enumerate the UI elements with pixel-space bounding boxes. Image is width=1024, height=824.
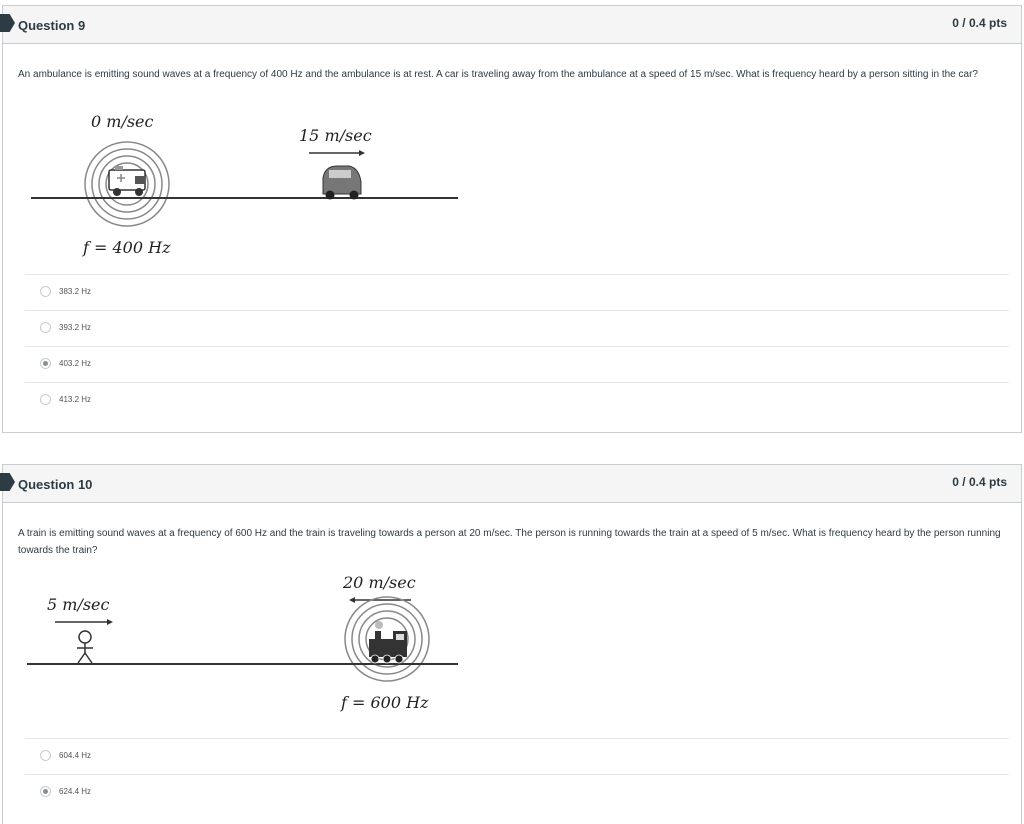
doppler-figure <box>3 569 473 719</box>
source-frequency-label: f = 400 Hz <box>83 238 171 257</box>
question-points: 0 / 0.4 pts <box>952 16 1007 30</box>
ambulance-icon <box>109 166 145 196</box>
question-9-card <box>2 5 1022 433</box>
question-header <box>3 6 1021 44</box>
answer-label[interactable]: 403.2 Hz <box>59 359 92 368</box>
answer-label[interactable]: 624.4 Hz <box>59 787 92 796</box>
doppler-diagram <box>3 106 473 266</box>
answer-label[interactable]: 383.2 Hz <box>59 287 92 296</box>
question-10-card <box>2 464 1022 824</box>
question-flag-icon[interactable] <box>0 14 15 32</box>
answer-label[interactable]: 413.2 Hz <box>59 395 92 404</box>
radio-button[interactable] <box>40 750 51 761</box>
question-text: A train is emitting sound waves at a frequency of 600 Hz and the train is traveling towards a person at 20 m/sec. The person is running towards the train at a speed of 5 m/sec. What is frequency heard by the person running towards the train? <box>18 528 1001 556</box>
observer-speed-label: 15 m/sec <box>299 126 372 145</box>
question-points: 0 / 0.4 pts <box>952 475 1007 489</box>
question-header <box>3 465 1021 503</box>
car-icon <box>323 166 361 200</box>
radio-button[interactable] <box>40 286 51 297</box>
question-text: An ambulance is emitting sound waves at a frequency of 400 Hz and the ambulance is at rest. A car is traveling away from the ambulance at a speed of 15 m/sec. What is frequency heard by a person sitting in the car? <box>18 69 978 80</box>
answer-option[interactable] <box>25 382 1009 419</box>
source-frequency-label: f = 600 Hz <box>341 693 429 712</box>
answer-option[interactable] <box>25 738 1009 775</box>
question-title: Question 10 <box>18 477 93 492</box>
train-icon <box>369 621 407 663</box>
radio-button-selected[interactable] <box>40 358 51 369</box>
radio-button[interactable] <box>40 322 51 333</box>
question-flag-icon[interactable] <box>0 473 15 491</box>
observer-speed-label: 5 m/sec <box>47 595 110 614</box>
question-title: Question 9 <box>18 18 86 33</box>
answer-option[interactable] <box>25 310 1009 347</box>
answer-option[interactable] <box>25 274 1009 311</box>
radio-button[interactable] <box>40 394 51 405</box>
doppler-figure <box>3 106 473 266</box>
answer-option[interactable] <box>25 346 1009 383</box>
radio-button-selected[interactable] <box>40 786 51 797</box>
person-icon <box>77 631 93 663</box>
source-speed-label: 0 m/sec <box>91 112 154 131</box>
source-speed-label: 20 m/sec <box>343 573 416 592</box>
answer-label[interactable]: 393.2 Hz <box>59 323 92 332</box>
answer-label[interactable]: 604.4 Hz <box>59 751 92 760</box>
answer-option[interactable] <box>25 774 1009 811</box>
